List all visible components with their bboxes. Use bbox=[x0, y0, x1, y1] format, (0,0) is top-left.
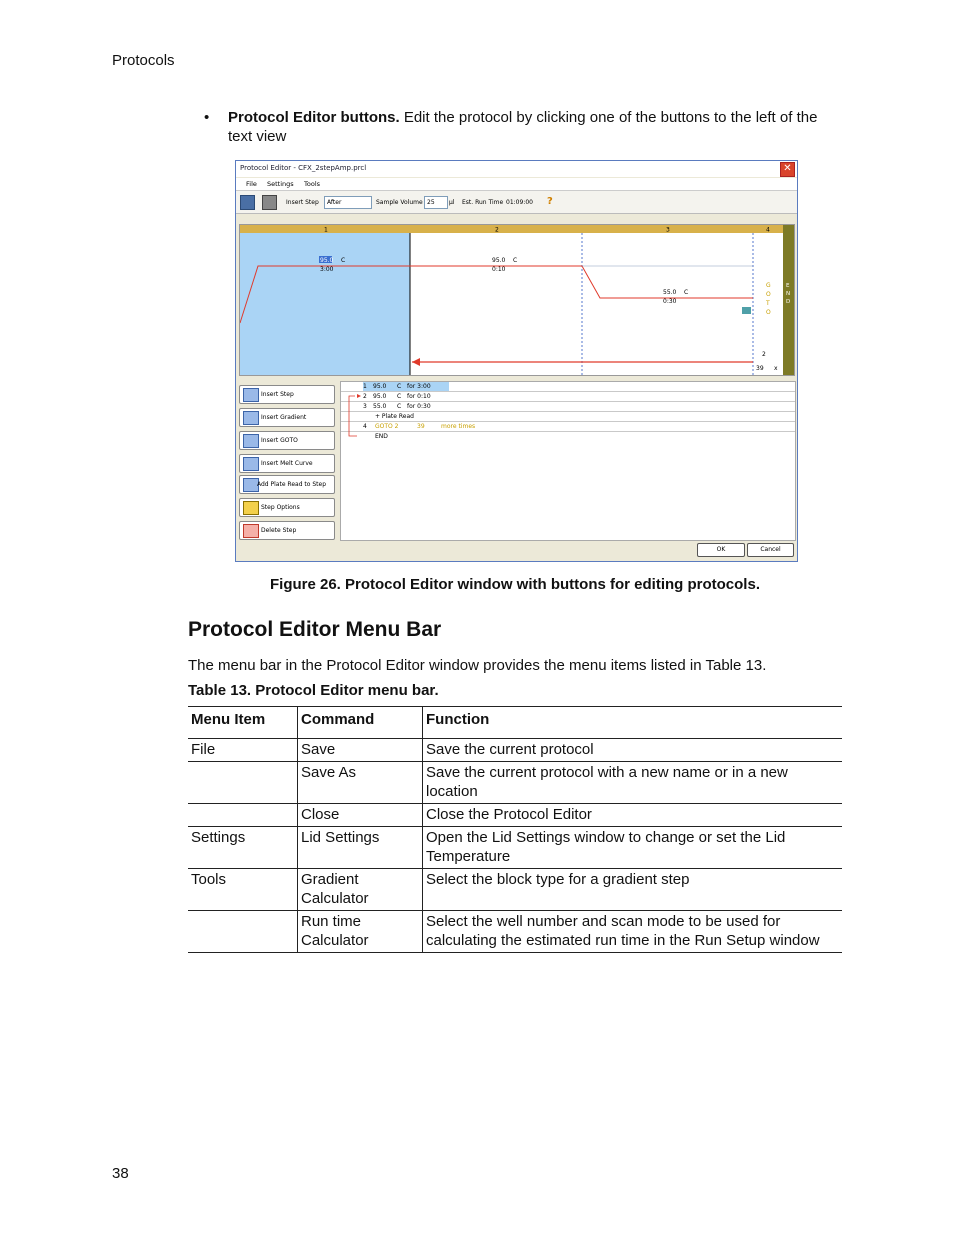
run-time-value: 01:09:00 bbox=[506, 199, 533, 206]
line4-plate-read: + Plate Read bbox=[375, 413, 414, 420]
cell-menu-item bbox=[188, 804, 298, 827]
intro-paragraph: The menu bar in the Protocol Editor window provides the menu items listed in Table 13. bbox=[188, 657, 767, 674]
window-titlebar bbox=[236, 161, 797, 177]
step1-temp[interactable]: 95.0 bbox=[320, 257, 334, 264]
cell-menu-item: File bbox=[188, 739, 298, 762]
insert-goto-button[interactable] bbox=[239, 431, 335, 450]
table-row bbox=[188, 739, 842, 762]
cell-function: Open the Lid Settings window to change or set the Lid Temperature bbox=[426, 829, 786, 865]
text-line-1[interactable] bbox=[341, 382, 795, 392]
text-line-2[interactable] bbox=[341, 392, 795, 402]
menu-tools[interactable]: Tools bbox=[304, 180, 321, 188]
sample-volume-unit: µl bbox=[449, 199, 455, 206]
editor-lower-panel bbox=[236, 378, 797, 541]
cell-command: Run time Calculator bbox=[298, 911, 423, 953]
sample-volume-label: Sample Volume bbox=[376, 199, 423, 206]
step-options-button[interactable] bbox=[239, 498, 335, 517]
line2-unit: C bbox=[397, 393, 402, 400]
sample-volume-input[interactable]: 25 bbox=[424, 196, 448, 209]
cell-function: Close the Protocol Editor bbox=[426, 806, 592, 823]
protocol-graph-svg bbox=[240, 225, 794, 375]
line1-num: 1 bbox=[363, 383, 367, 390]
insert-melt-curve-button-label: Insert Melt Curve bbox=[261, 460, 313, 467]
step2-temp[interactable]: 95.0 bbox=[492, 257, 506, 264]
goto-bracket bbox=[343, 392, 363, 442]
header-function: Function bbox=[426, 711, 490, 728]
goto-letter-o2: O bbox=[766, 309, 771, 316]
protocol-text-view[interactable] bbox=[340, 381, 796, 541]
line1-unit: C bbox=[397, 383, 402, 390]
cell-function: Save the current protocol bbox=[426, 741, 594, 758]
bullet-text bbox=[228, 108, 828, 146]
goto-letter-o: O bbox=[766, 291, 771, 298]
step3-time[interactable]: 0:30 bbox=[663, 298, 677, 305]
goto-letter-t: T bbox=[766, 300, 770, 307]
print-icon[interactable] bbox=[262, 195, 277, 210]
run-time-label: Est. Run Time bbox=[462, 199, 504, 206]
line5-goto: GOTO 2 bbox=[375, 423, 399, 430]
step1-unit: C bbox=[341, 257, 346, 264]
camera-icon bbox=[742, 307, 751, 314]
cell-command: Lid Settings bbox=[298, 827, 423, 869]
end-letter-n: N bbox=[786, 291, 791, 297]
goto-arrowhead bbox=[412, 358, 420, 366]
menu-file[interactable]: File bbox=[246, 180, 257, 188]
text-line-4[interactable] bbox=[341, 412, 795, 422]
line1-time: for 3:00 bbox=[407, 383, 431, 390]
page-number: 38 bbox=[112, 1165, 129, 1182]
step-options-button-label: Step Options bbox=[261, 504, 300, 511]
running-header: Protocols bbox=[112, 52, 175, 69]
delete-step-button[interactable] bbox=[239, 521, 335, 540]
line5-more-times: more times bbox=[441, 423, 476, 430]
table-row bbox=[188, 804, 842, 827]
delete-step-icon bbox=[243, 524, 259, 538]
step-number-4: 4 bbox=[766, 226, 770, 234]
close-icon[interactable]: ✕ bbox=[780, 162, 795, 177]
insert-melt-curve-button[interactable] bbox=[239, 454, 335, 473]
bullet-bold: Protocol Editor buttons. bbox=[228, 109, 400, 126]
goto-times-value[interactable]: 39 bbox=[756, 365, 764, 372]
line3-time: for 0:30 bbox=[407, 403, 431, 410]
line2-num: 2 bbox=[363, 393, 367, 400]
add-plate-read-button-label: Add Plate Read to Step bbox=[257, 481, 327, 488]
ok-button[interactable]: OK bbox=[697, 543, 745, 557]
protocol-graph bbox=[239, 224, 795, 376]
toolbar bbox=[236, 191, 797, 214]
insert-step-button-label: Insert Step bbox=[261, 391, 294, 398]
cell-command: Save bbox=[298, 739, 423, 762]
end-letter-d: D bbox=[786, 299, 791, 305]
header-menu-item: Menu Item bbox=[188, 707, 298, 739]
add-plate-read-button[interactable] bbox=[239, 475, 335, 494]
menu-settings[interactable]: Settings bbox=[267, 180, 294, 188]
cell-command: Save As bbox=[298, 762, 423, 804]
line5-times: 39 bbox=[417, 423, 425, 430]
insert-step-label: Insert Step bbox=[286, 199, 319, 206]
cell-menu-item: Settings bbox=[188, 827, 298, 869]
table-header-row bbox=[188, 707, 842, 739]
table-row bbox=[188, 762, 842, 804]
table-row bbox=[188, 911, 842, 953]
cell-menu-item: Tools bbox=[188, 869, 298, 911]
text-line-3[interactable] bbox=[341, 402, 795, 412]
text-line-5[interactable] bbox=[341, 422, 795, 432]
window-title: Protocol Editor - CFX_2stepAmp.prcl bbox=[240, 164, 367, 172]
menu-bar bbox=[236, 178, 797, 191]
bullet-body: Edit the protocol by clicking one of the buttons to the left of the text view bbox=[228, 109, 818, 145]
insert-gradient-button-label: Insert Gradient bbox=[261, 414, 307, 421]
step-options-icon bbox=[243, 501, 259, 515]
header-command: Command bbox=[298, 707, 423, 739]
table-row bbox=[188, 827, 842, 869]
selected-step-region bbox=[240, 233, 410, 375]
insert-step-button[interactable] bbox=[239, 385, 335, 404]
line2-time: for 0:10 bbox=[407, 393, 431, 400]
menu-bar-table bbox=[188, 706, 842, 953]
cell-function: Select the well number and scan mode to be used for calculating the estimated run time in the Run Setup window bbox=[426, 913, 820, 949]
insert-goto-button-label: Insert GOTO bbox=[261, 437, 298, 444]
step2-unit: C bbox=[513, 257, 518, 264]
line5-num: 4 bbox=[363, 423, 367, 430]
cell-function: Save the current protocol with a new name or in a new location bbox=[426, 764, 788, 800]
cell-function: Select the block type for a gradient step bbox=[426, 871, 690, 888]
line3-num: 3 bbox=[363, 403, 367, 410]
cancel-button[interactable]: Cancel bbox=[747, 543, 794, 557]
delete-step-button-label: Delete Step bbox=[261, 527, 297, 534]
insert-melt-curve-icon bbox=[243, 457, 259, 471]
insert-gradient-icon bbox=[243, 411, 259, 425]
step-number-2: 2 bbox=[495, 226, 499, 234]
goto-letter-g: G bbox=[766, 282, 771, 289]
step1-time[interactable]: 3:00 bbox=[320, 266, 334, 273]
protocol-editor-window bbox=[235, 160, 798, 562]
dialog-button-bar bbox=[236, 541, 797, 561]
section-title: Protocol Editor Menu Bar bbox=[188, 618, 442, 641]
line3-unit: C bbox=[397, 403, 402, 410]
step3-temp[interactable]: 55.0 bbox=[663, 289, 677, 296]
line1-temp: 95.0 bbox=[373, 383, 387, 390]
text-line-6[interactable] bbox=[341, 432, 795, 441]
insert-step-icon bbox=[243, 388, 259, 402]
line2-temp: 95.0 bbox=[373, 393, 387, 400]
end-letter-e: E bbox=[786, 283, 790, 289]
table-caption: Table 13. Protocol Editor menu bar. bbox=[188, 682, 439, 699]
step2-time[interactable]: 0:10 bbox=[492, 266, 506, 273]
step3-unit: C bbox=[684, 289, 689, 296]
cell-menu-item bbox=[188, 762, 298, 804]
bullet-marker: • bbox=[204, 109, 210, 126]
line6-end: END bbox=[375, 433, 388, 440]
insert-gradient-button[interactable] bbox=[239, 408, 335, 427]
goto-times-x: x bbox=[774, 365, 778, 372]
step-number-1: 1 bbox=[324, 226, 328, 234]
goto-step-value: 2 bbox=[762, 351, 766, 358]
cell-menu-item bbox=[188, 911, 298, 953]
table-row bbox=[188, 869, 842, 911]
insert-goto-icon bbox=[243, 434, 259, 448]
cell-command: Close bbox=[298, 804, 423, 827]
line3-temp: 55.0 bbox=[373, 403, 387, 410]
help-icon[interactable]: ? bbox=[547, 196, 553, 207]
insert-step-select[interactable]: After bbox=[324, 196, 372, 209]
figure-caption: Figure 26. Protocol Editor window with buttons for editing protocols. bbox=[270, 576, 760, 593]
step-number-3: 3 bbox=[666, 226, 670, 234]
save-icon[interactable] bbox=[240, 195, 255, 210]
cell-command: Gradient Calculator bbox=[298, 869, 423, 911]
